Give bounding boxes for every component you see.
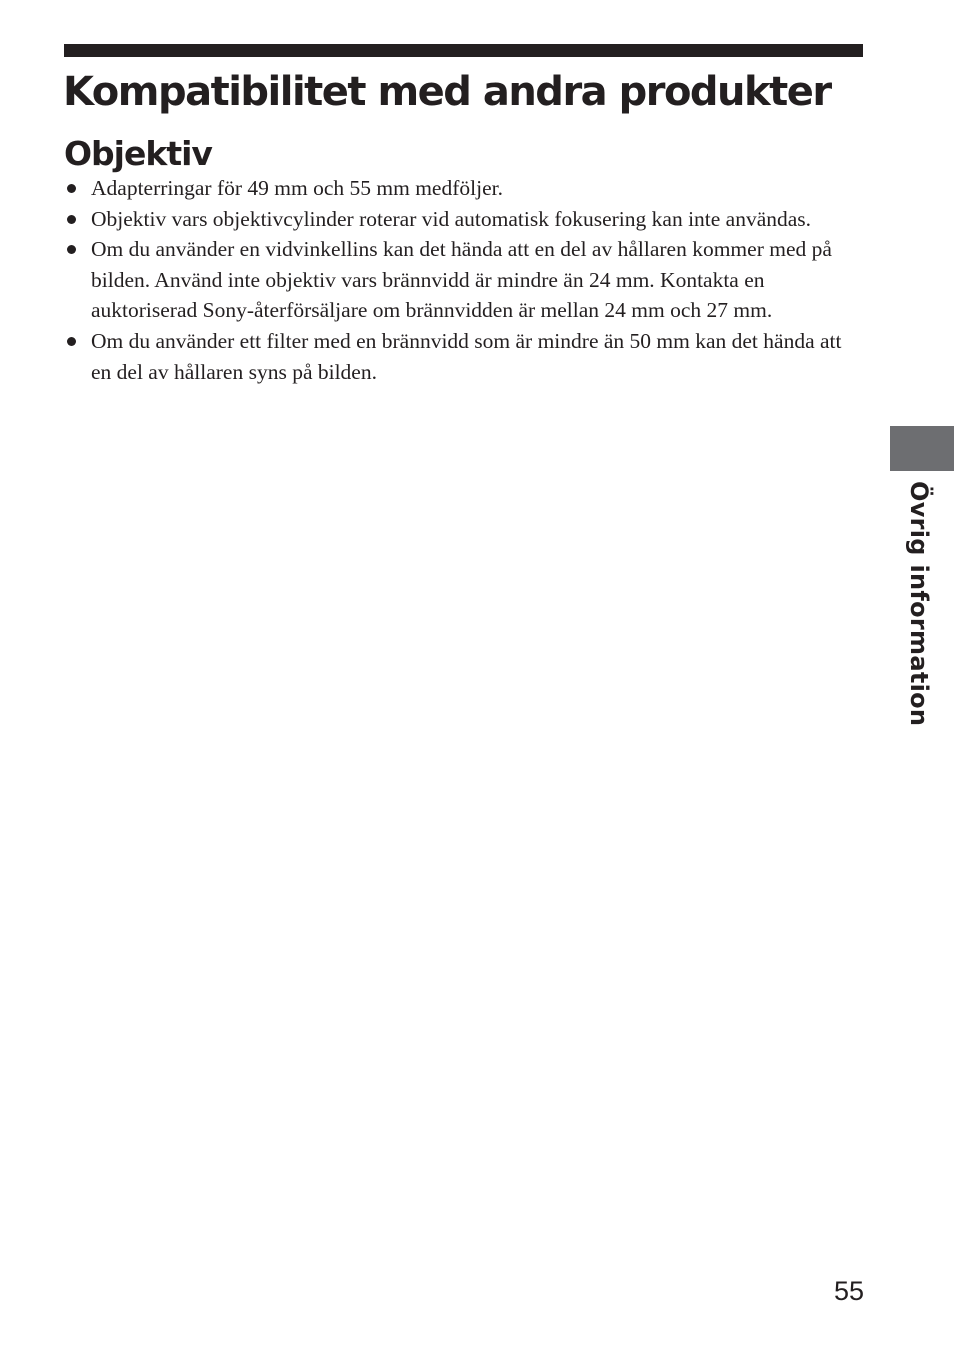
top-rule	[64, 44, 863, 57]
bullet-icon	[67, 245, 76, 254]
list-item	[64, 234, 864, 326]
side-tab-label: Övrig information	[905, 481, 933, 727]
list-item	[64, 173, 864, 204]
list-item-text: Adapterringar för 49 mm och 55 mm medföljer.	[91, 176, 503, 200]
list-item	[64, 204, 864, 235]
list-item-text: Om du använder en vidvinkellins kan det hända att en del av hållaren kommer med på bilden. Använd inte objektiv vars brännvidd är mindre än 24 mm. Kontakta en auktoriserad Sony-återförsäljare om brännvidden är mellan 24 mm och 27 mm.	[91, 237, 832, 323]
page-title: Kompatibilitet med andra produkter	[63, 69, 831, 115]
list-item-text: Objektiv vars objektivcylinder roterar vid automatisk fokusering kan inte användas.	[91, 206, 812, 231]
bullet-list	[64, 173, 864, 387]
bullet-icon	[67, 184, 76, 193]
section-title: Objektiv	[64, 134, 212, 173]
list-item-text: Om du använder ett filter med en brännvidd som är mindre än 50 mm kan det hända att en del av hållaren syns på bilden.	[91, 328, 842, 384]
bullet-icon	[67, 215, 76, 224]
side-tab-marker	[890, 426, 954, 471]
page-number: 55	[833, 1276, 864, 1306]
bullet-icon	[67, 337, 76, 346]
list-item	[64, 326, 864, 387]
